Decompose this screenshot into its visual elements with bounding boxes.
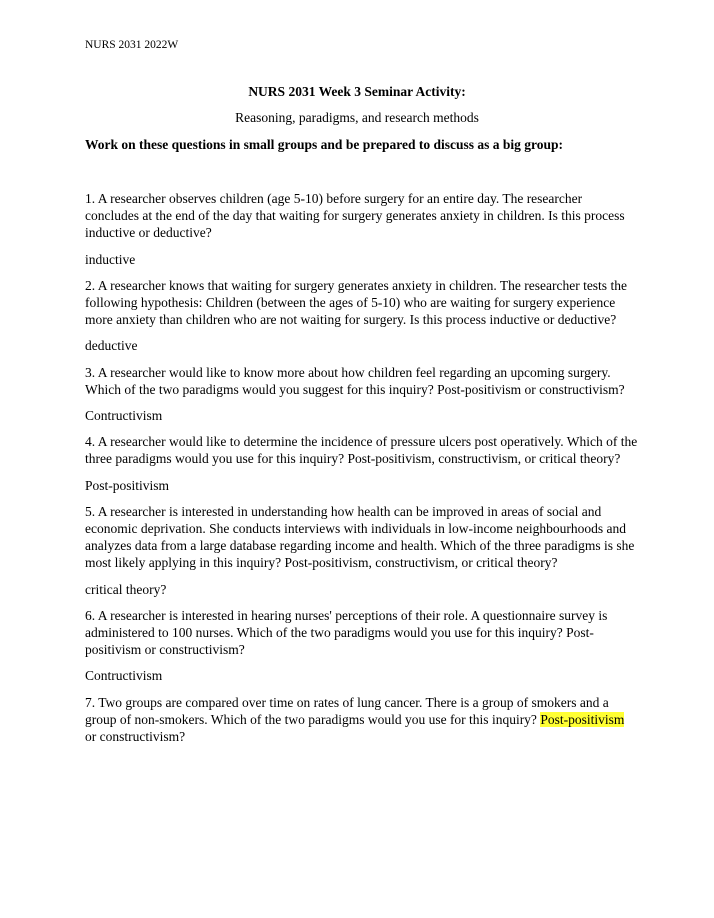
answer-5: critical theory? [85,581,167,597]
question-3: 3. A researcher would like to know more about how children feel regarding an upcoming surgery. Which of the two paradigms would you suggest for this inquiry? Post-positivism or constructivism? [85,364,625,397]
document-title: NURS 2031 Week 3 Seminar Activity: [248,84,466,99]
question-6: 6. A researcher is interested in hearing nurses' perceptions of their role. A questionnaire survey is administered to 100 nurses. Which of the two paradigms would you use for this inquiry? Post-positivism or constructivism? [85,607,608,658]
question-5: 5. A researcher is interested in understanding how health can be improved in areas of social and economic deprivation. She conducts interviews with individuals in low-income neighbourhoods and analyzes data from a large database regarding income and health. Which of the three paradigms is she most likely applying in this inquiry? Post-positivism, constructivism, or critical theory? [85,503,635,571]
answer-1: inductive [85,251,136,267]
answer-4: Post-positivism [85,477,170,493]
instructions: Work on these questions in small groups and be prepared to discuss as a big group: [85,137,563,152]
answer-6: Contructivism [85,668,163,684]
page-header: NURS 2031 2022W [85,39,179,51]
question-1: 1. A researcher observes children (age 5-10) before surgery for an entire day. The researcher concludes at the end of the day that waiting for surgery generates anxiety in children. Is this process inductive or deductive? [85,191,625,241]
question-7-text: 7. Two groups are compared over time on rates of lung cancer. There is a group of smokers and a group of non-smokers. Which of the two paradigms would you use for this inquiry? [85,694,609,727]
question-2: 2. A researcher knows that waiting for surgery generates anxiety in children. The researcher tests the following hypothesis: Children (between the ages of 5-10) who are waiting for surgery experience more anxiety than children who are not waiting for surgery. Is this process inductive or deductive? [85,277,627,328]
answer-2: deductive [85,338,138,354]
document-subtitle: Reasoning, paradigms, and research methods [235,110,479,125]
question-7-tail: or constructivism? [85,729,186,745]
answer-3: Contructivism [85,408,163,424]
question-4: 4. A researcher would like to determine the incidence of pressure ulcers post operatively. Which of the three paradigms would you use for this inquiry? Post-positivism, constructivism, or critical theory? [85,434,638,467]
highlighted-answer: Post-positivism [540,711,625,727]
question-list [85,190,638,754]
question-7 [85,694,638,746]
